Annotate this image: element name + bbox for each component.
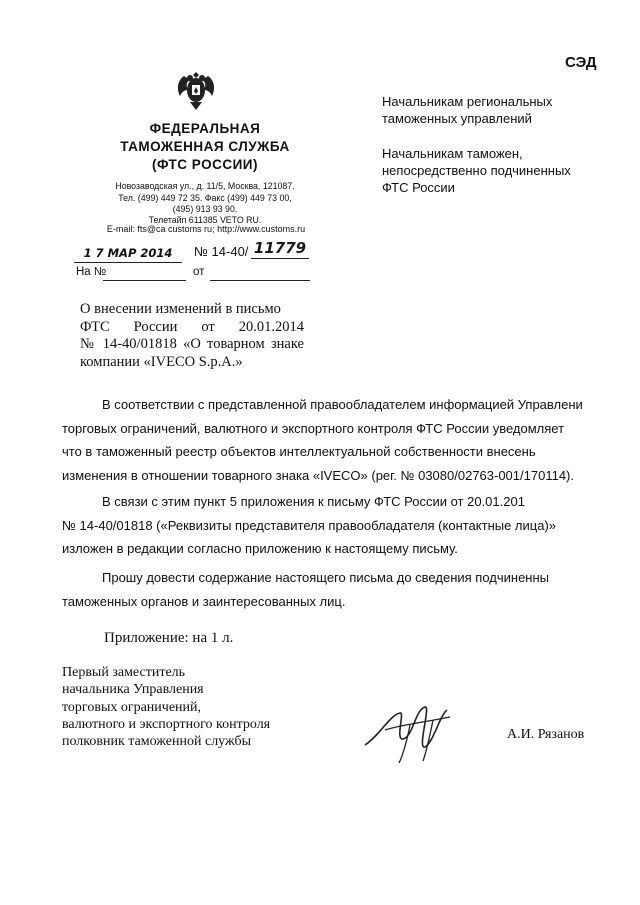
reference-number-line [103, 280, 186, 281]
recipient-group2-line3: ФТС России [382, 180, 455, 195]
signer-block [62, 664, 270, 750]
p2-line2: № 14-40/01818 («Реквизиты представителя правообладателя (контактные лица)» [62, 517, 557, 533]
p1-line1: В соответствии с представленной правообладателем информацией Управлени [102, 397, 583, 412]
reference-date-label: от [193, 266, 205, 278]
recipient-group1-line1: Начальникам региональных [382, 94, 553, 109]
document-marker: СЭД [565, 54, 597, 71]
subject-line4: компании «IVECO S.p.A.» [80, 353, 243, 370]
registration-number-label: № 14-40/ [194, 244, 249, 259]
signature-icon [355, 695, 465, 765]
p1-line3: что в таможенный реестр объектов интеллектуальной собственности внесень [62, 444, 536, 459]
p2-line3: изложен в редакции согласно приложению к настоящему письму. [62, 541, 458, 556]
registration-number-handwritten: 11779 [253, 239, 307, 257]
email-line: E-mail: fts@ca customs ru; http://www.customs.ru [106, 224, 306, 234]
p3-line1: Прошу довести содержание настоящего письма до сведения подчиненны [102, 570, 549, 585]
address-line3: (495) 913 93 90. [172, 204, 238, 214]
signer-line1: Первый заместитель [62, 665, 186, 680]
coat-of-arms-icon [172, 66, 220, 114]
agency-short-name: (ФТС РОССИИ) [152, 157, 258, 172]
subject-line3: № 14-40/01818 «О товарном знаке [80, 336, 304, 352]
signer-line5: полковник таможенной службы [62, 734, 252, 750]
body-paragraph-3 [62, 566, 597, 613]
registration-date: 1 7 МАР 2014 [83, 246, 173, 260]
recipient-group2-line1: Начальникам таможен, [382, 146, 523, 161]
body-paragraph-1 [62, 393, 597, 487]
subject-line2: ФТС России от 20.01.2014 [80, 318, 304, 335]
p1-line2: торговых ограничений, валютного и экспортного контроля ФТС России уведомляет [62, 420, 565, 436]
p1-line4: изменения в отношении товарного знака «IVECO» (рег. № 03080/02763-001/170114). [62, 467, 574, 483]
body-paragraph-2 [62, 490, 597, 561]
signer-name: А.И. Рязанов [507, 727, 585, 742]
signer-line4: валютного и экспортного контроля [62, 716, 271, 732]
signer-line2: начальника Управления [62, 682, 204, 698]
p2-line1: В связи с этим пункт 5 приложения к письму ФТС России от 20.01.201 [102, 494, 525, 509]
reference-number-label: На № [76, 266, 107, 278]
address-line1: Новозаводская ул., д. 11/5, Москва, 121087. [115, 181, 295, 191]
signer-line3: торговых ограничений, [62, 699, 202, 715]
attachment-note: Приложение: на 1 л. [104, 630, 234, 646]
recipient-group1-line2: таможенных управлений [382, 111, 532, 126]
recipient-group2-line2: непосредственно подчиненных [382, 163, 571, 178]
subject-line1: О внесении изменений в письмо [80, 301, 281, 317]
address-line2: Тел. (499) 449 72 35. Факс (499) 449 73 00, [118, 193, 292, 203]
address-line4: Телетайп 611385 VETO RU. [148, 215, 262, 225]
subject-block [80, 301, 304, 371]
agency-name-line2: ТАМОЖЕННАЯ СЛУЖБА [120, 139, 290, 154]
reference-date-line [210, 280, 310, 281]
agency-name-line1: ФЕДЕРАЛЬНАЯ [149, 121, 261, 136]
p3-line2: таможенных органов и заинтересованных лиц. [62, 593, 346, 609]
